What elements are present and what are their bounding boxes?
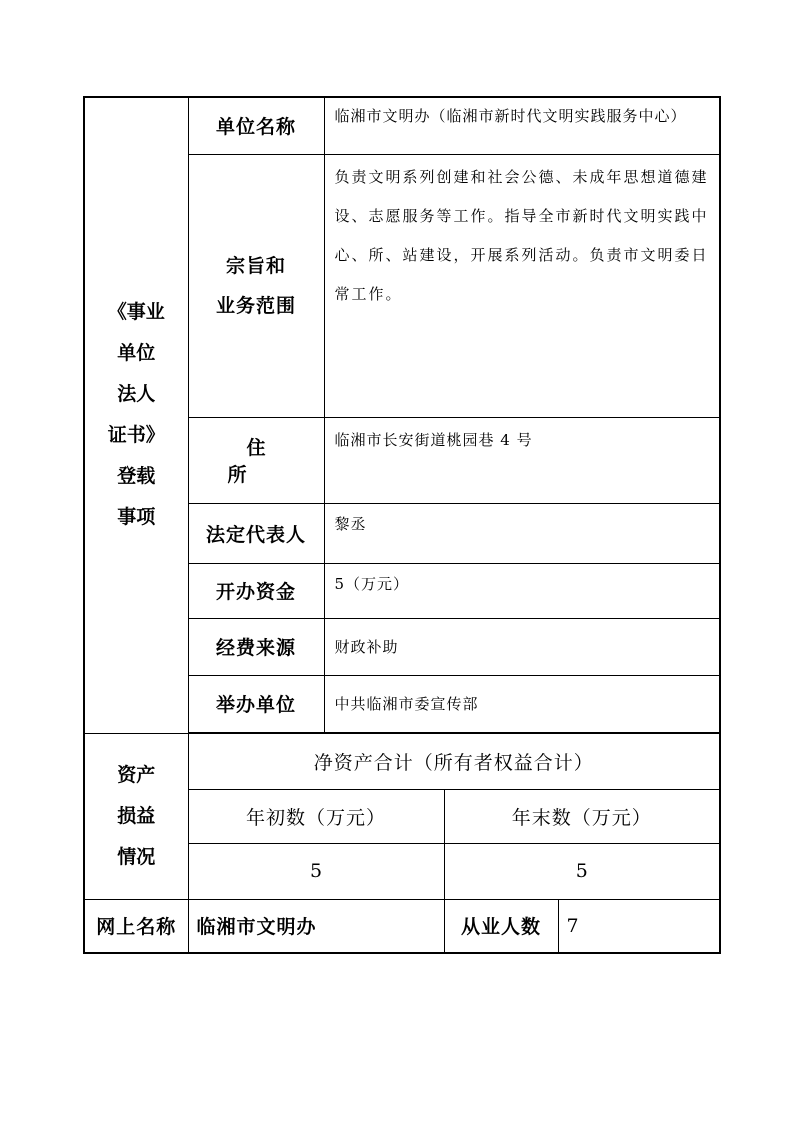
staff-count-label: 从业人数 — [444, 899, 558, 953]
purpose-value: 负责文明系列创建和社会公德、未成年思想道德建设、志愿服务等工作。指导全市新时代文明实践中心、所、站建设，开展系列活动。负责市文明委日常工作。 — [324, 154, 720, 417]
begin-of-year-label: 年初数（万元） — [188, 789, 444, 843]
sponsor-value: 中共临湘市委宣传部 — [324, 675, 720, 732]
registration-label-line-6: 事项 — [117, 506, 156, 529]
assets-label-line-3: 情况 — [117, 845, 156, 868]
net-assets-header: 净资产合计（所有者权益合计） — [188, 733, 720, 789]
registration-table — [83, 96, 721, 954]
address-value: 临湘市长安街道桃园巷 4 号 — [324, 417, 720, 503]
sponsor-label: 举办单位 — [188, 675, 324, 732]
capital-value: 5（万元） — [324, 563, 720, 618]
online-name-label: 网上名称 — [84, 899, 188, 953]
funding-source-label: 经费来源 — [188, 618, 324, 675]
assets-label-line-2: 损益 — [117, 804, 156, 827]
purpose-label — [188, 154, 324, 417]
unit-name-value: 临湘市文明办（临湘市新时代文明实践服务中心） — [324, 97, 720, 154]
registration-label-line-1: 《事业 — [107, 301, 165, 324]
row-online-name — [84, 899, 720, 953]
assets-section-label — [84, 733, 188, 899]
capital-label: 开办资金 — [188, 563, 324, 618]
unit-name-label: 单位名称 — [188, 97, 324, 154]
legal-representative-value: 黎丞 — [324, 503, 720, 563]
begin-of-year-value: 5 — [188, 843, 444, 899]
end-of-year-label: 年末数（万元） — [444, 789, 720, 843]
legal-representative-label: 法定代表人 — [188, 503, 324, 563]
assets-label-line-1: 资产 — [117, 763, 156, 786]
staff-count-value: 7 — [558, 899, 720, 953]
purpose-label-line-1: 宗旨和 — [225, 254, 286, 277]
address-label: 住所 — [188, 417, 324, 503]
registration-label-line-3: 法人 — [117, 383, 156, 406]
row-unit-name — [84, 97, 720, 154]
row-net-assets-header — [84, 733, 720, 789]
purpose-label-line-2: 业务范围 — [215, 294, 296, 317]
end-of-year-value: 5 — [444, 843, 720, 899]
registration-section-label — [84, 97, 188, 733]
funding-source-value: 财政补助 — [324, 618, 720, 675]
registration-label-line-5: 登载 — [117, 465, 156, 488]
registration-label-line-2: 单位 — [117, 342, 156, 365]
registration-label-line-4: 证书》 — [107, 424, 165, 447]
online-name-value: 临湘市文明办 — [188, 899, 444, 953]
